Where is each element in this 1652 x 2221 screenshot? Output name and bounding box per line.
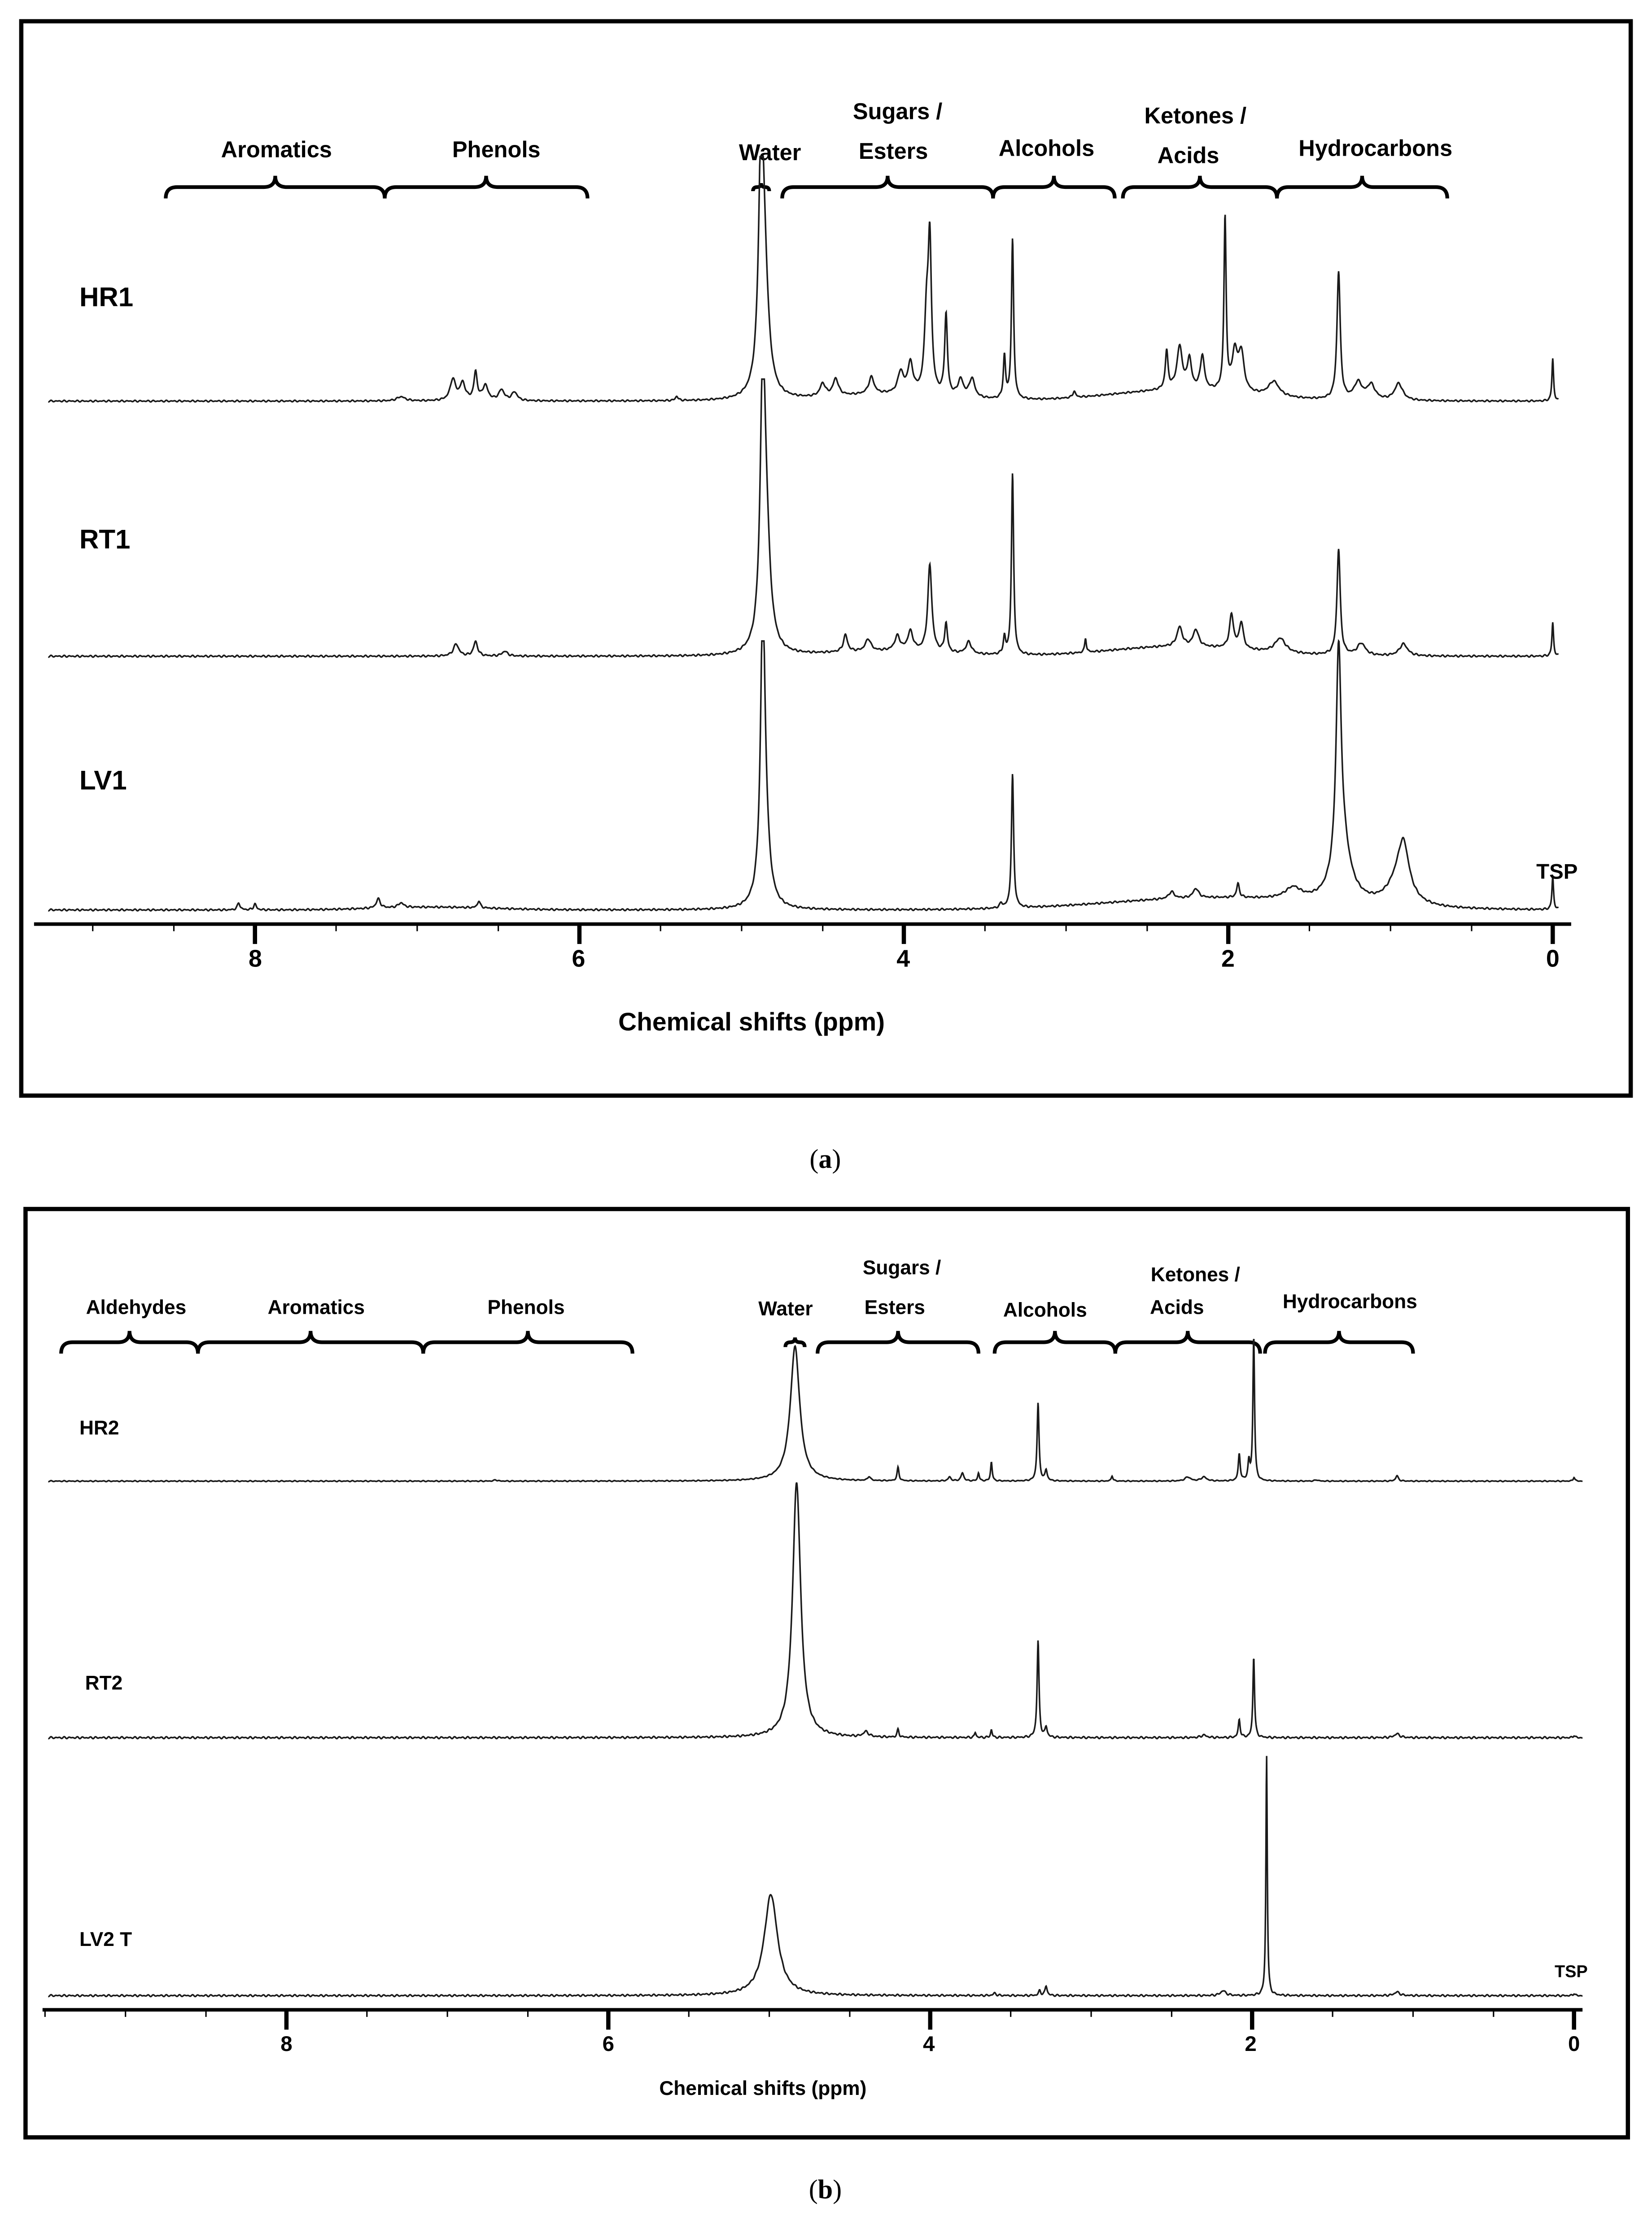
spectrum-hr2 — [48, 1339, 1582, 1482]
region-label-aromatics: Aromatics — [267, 1296, 365, 1319]
brace-icon — [817, 1331, 979, 1354]
x-tick-label-4: 4 — [922, 2032, 935, 2056]
spectrum-lv2-t — [48, 1756, 1582, 1996]
region-label-aldehydes: Aldehydes — [86, 1296, 187, 1319]
region-label-ketones-line1: Ketones / — [1144, 102, 1247, 128]
region-label-phenols: Phenols — [487, 1296, 565, 1319]
brace-icon — [995, 1331, 1115, 1354]
region-braces — [61, 1331, 1413, 1354]
sample-label-lv1: LV1 — [79, 765, 127, 796]
caption-a: (a) — [809, 1144, 841, 1174]
spectrum-hr1 — [48, 157, 1558, 402]
sample-label-rt2: RT2 — [85, 1672, 123, 1694]
tsp-label: TSP — [1554, 1962, 1588, 1981]
panel-b — [26, 1209, 1628, 2138]
brace-icon — [166, 176, 385, 199]
brace-icon — [61, 1331, 198, 1354]
tsp-label: TSP — [1536, 860, 1578, 884]
x-tick-label-2: 2 — [1221, 945, 1235, 972]
brace-icon — [782, 176, 993, 199]
brace-icon — [1115, 1331, 1260, 1354]
brace-icon — [385, 176, 588, 199]
brace-icon — [1277, 176, 1447, 199]
region-label-sugars-line2: Esters — [864, 1296, 925, 1319]
region-label-hydrocarbons: Hydrocarbons — [1298, 135, 1453, 161]
region-label-hydrocarbons: Hydrocarbons — [1282, 1290, 1417, 1313]
region-label-alcohols: Alcohols — [998, 135, 1095, 161]
x-axis-title: Chemical shifts (ppm) — [618, 1008, 885, 1036]
brace-icon — [1265, 1331, 1413, 1354]
region-label-alcohols: Alcohols — [1003, 1299, 1087, 1321]
x-tick-label-4: 4 — [896, 945, 910, 972]
spectrum-rt1 — [48, 379, 1558, 657]
x-tick-label-6: 6 — [572, 945, 586, 972]
sample-label-lv2t: LV2 T — [79, 1928, 132, 1951]
region-label-sugars-line2: Esters — [858, 138, 928, 164]
x-axis-title: Chemical shifts (ppm) — [659, 2077, 867, 2099]
spectrum-rt2 — [48, 1482, 1582, 1739]
x-tick-label-8: 8 — [248, 945, 262, 972]
spectrum-lv1 — [48, 641, 1558, 911]
x-axis-ticks — [93, 924, 1553, 944]
brace-icon — [198, 1331, 423, 1354]
sample-label-hr2: HR2 — [79, 1417, 119, 1439]
region-label-water: Water — [739, 139, 801, 165]
brace-icon — [423, 1331, 632, 1354]
region-label-sugars-line1: Sugars / — [862, 1256, 941, 1279]
brace-icon — [753, 183, 769, 191]
region-label-ketones-line2: Acids — [1150, 1296, 1204, 1319]
panel-a — [21, 21, 1630, 1095]
panel-a-frame — [21, 21, 1630, 1095]
spectra-traces — [48, 1339, 1582, 1997]
sample-label-hr1: HR1 — [79, 282, 134, 312]
x-tick-label-0: 0 — [1568, 2032, 1580, 2056]
region-label-ketones-line2: Acids — [1157, 142, 1219, 168]
x-tick-label-2: 2 — [1245, 2032, 1257, 2056]
region-label-phenols: Phenols — [452, 136, 541, 162]
region-label-aromatics: Aromatics — [221, 136, 332, 162]
x-tick-label-6: 6 — [602, 2032, 615, 2056]
panel-b-frame — [26, 1209, 1628, 2138]
x-tick-label-0: 0 — [1546, 945, 1560, 972]
region-braces — [166, 176, 1447, 199]
x-tick-label-8: 8 — [280, 2032, 293, 2056]
sample-label-rt1: RT1 — [79, 524, 131, 555]
region-label-water: Water — [758, 1298, 813, 1320]
x-axis-ticks — [45, 2010, 1574, 2029]
brace-icon — [993, 176, 1114, 199]
region-label-ketones-line1: Ketones / — [1150, 1264, 1240, 1286]
spectra-traces — [48, 157, 1558, 911]
region-label-sugars-line1: Sugars / — [852, 98, 943, 124]
brace-icon — [1123, 176, 1277, 199]
caption-b: (b) — [809, 2174, 842, 2204]
